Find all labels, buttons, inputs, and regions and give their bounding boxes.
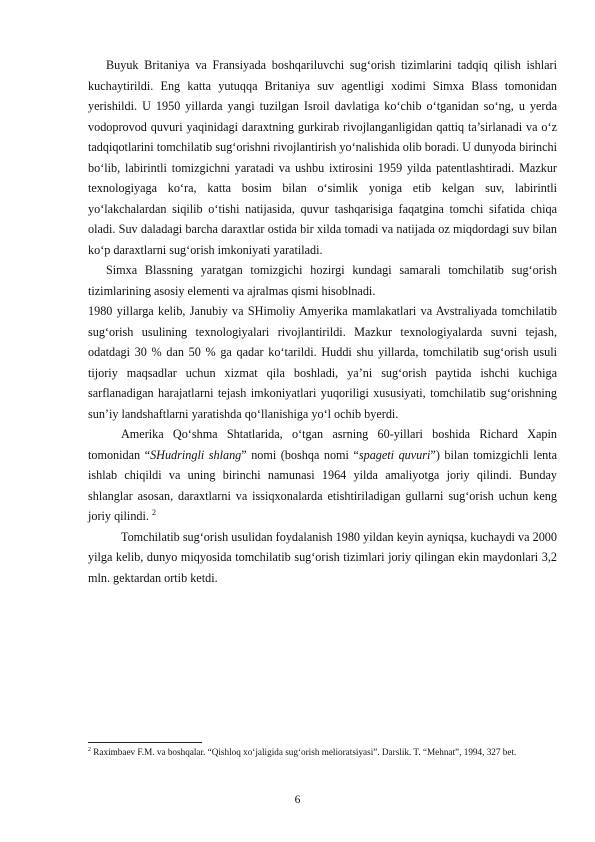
- italic-shudringli-shlang: SHudringli shlang: [150, 447, 242, 462]
- page-number: 6: [294, 794, 301, 806]
- footnote-divider: [88, 742, 202, 743]
- paragraph-blass-history: Buyuk Britaniya va Fransiyada boshqariluvchi sug‘orish tizimlarini tadqiq qilish ishlari kuchaytirildi. Eng katta yutuqqa Britaniya suv agentligi xodimi Simxa Blass tomonidan yerishildi. U 1950 yillarda yangi tuzilgan Isroil davlatiga ko‘chib o‘tganidan so‘ng, u yerda vodoprovod quvuri yaqinidagi daraxtning gurkirab rivojlanganligidan qattiq ta’sirlanadi va o‘z tadqiqotlarini tomchilatib sug‘orishni rivojlantirish yo‘nalishida olib boradi. U dunyoda birinchi bo‘lib, labirintli tomizgichni yaratadi va ushbu ixtirosini 1959 yilda patentlashtiradi. Mazkur texnologiyaga ko‘ra, katta bosim bilan o‘simlik yoniga etib kelgan suv, labirintli yo‘lakchalardan siqilib o‘tishi natijasida, quvur tashqarisiga faqatgina tomchi sifatida chiqa oladi. Suv daladagi barcha daraxtlar ostida bir xilda tomadi va natijada oz miqdordagi suv bilan ko‘p daraxtlarni sug‘orish imkoniyati yaratiladi.: [88, 58, 557, 257]
- paragraph-2000-area: Tomchilatib sug‘orish usulidan foydalanish 1980 yildan keyin ayniqsa, kuchaydi va 2000 yilga kelib, dunyo miqyosida tomchilatib sug‘orish tizimlari joriy qilingan ekin maydonlari 3,2 mln. gektardan ortib ketdi.: [88, 529, 557, 585]
- paragraph-usa-drip-tape: [88, 424, 557, 527]
- usa-text-after: ”) bilan tomizgichli lenta ishlab chiqildi va uning birinchi namunasi 1964 yilda amaliyotga joriy qilindi. Bunday shlanglar asosan, daraxtlarni va issiqxonalarda etishtiriladigan gullarni sug‘orish uchun keng joriy qilindi.: [88, 447, 557, 523]
- footnote-reference[interactable]: 2: [151, 507, 156, 517]
- usa-text-before: Amerika Qo‘shma Shtatlarida, o‘tgan asrning 60-yillari boshida Richard Xapin tomonidan “: [88, 427, 557, 462]
- body-text: [88, 55, 557, 588]
- footnote-marker: 2: [88, 746, 91, 753]
- footnote: [88, 746, 557, 759]
- usa-text-middle: ” nomi (boshqa nomi “: [241, 447, 359, 462]
- footnote-text: Raximbaev F.M. va boshqalar. “Qishloq xo‘jaligida sug‘orish melioratsiyasi”. Darslik. T. “Mehnat”, 1994, 327 bet.: [91, 747, 517, 757]
- paragraph-1980s-development: 1980 yillarga kelib, Janubiy va SHimoliy Amyerika mamlakatlari va Avstraliyada tomchilatib sug‘orish usulining texnologiyalari rivojlantirildi. Mazkur texnologiyalarda suvni tejash, odatdagi 30 % dan 50 % ga qadar ko‘tarildi. Huddi shu yillarda, tomchilatib sug‘orish usuli tijoriy maqsadlar uchun xizmat qila boshladi, ya’ni sug‘orish paytida ishchi kuchiga sarflanadigan harajatlarni tejash imkoniyatlari yuqoriligi xususiyati, tomchilatib sug‘orishning sun’iy landshaftlarni yaratishda qo‘llanishiga yo‘l ochib byerdi.: [88, 304, 557, 421]
- paragraph-blass-dripper: Simxa Blassning yaratgan tomizgichi hozirgi kundagi samarali tomchilatib sug‘orish tizimlarining asosiy elementi va ajralmas qismi hisoblnadi.: [88, 263, 557, 298]
- italic-spageti-quvuri: spageti quvuri: [358, 447, 431, 462]
